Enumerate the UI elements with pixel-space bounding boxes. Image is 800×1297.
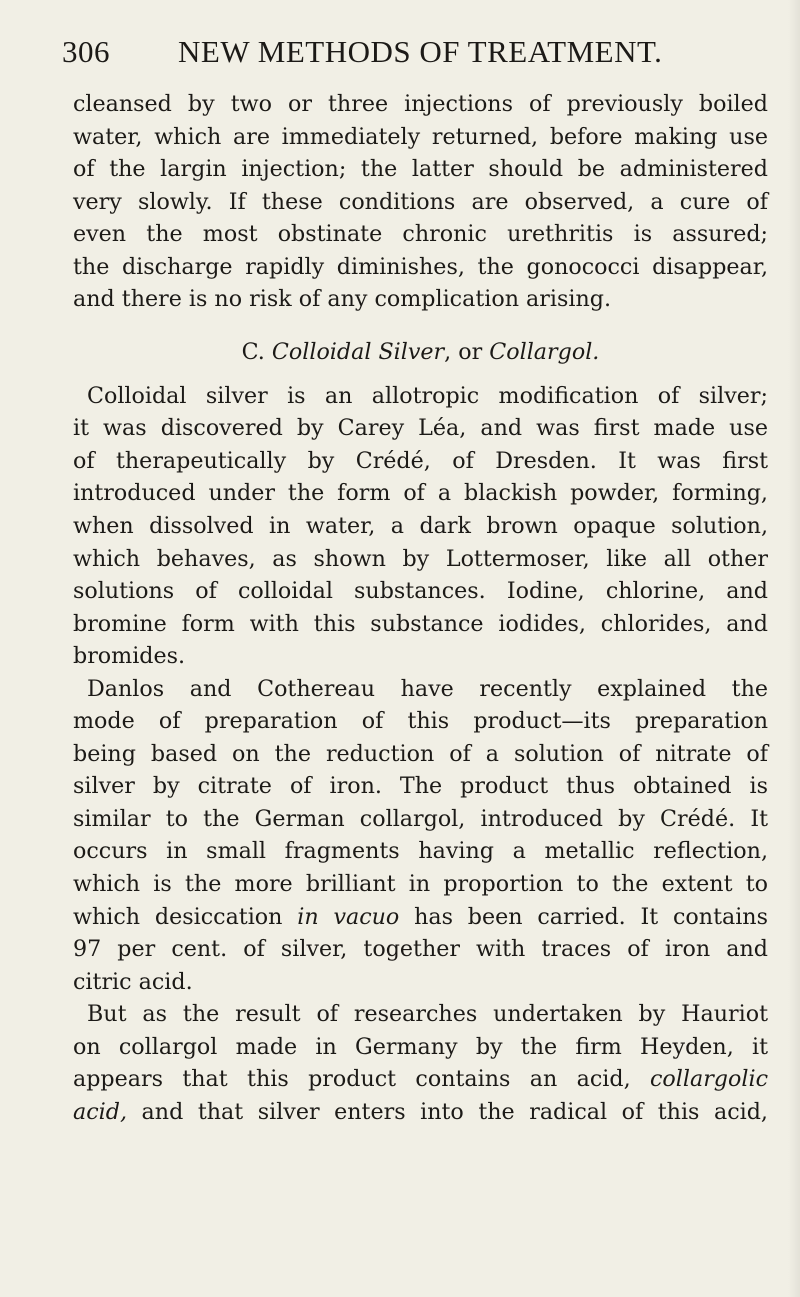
text-line — [73, 1063, 768, 1096]
text-line: which is the more brilliant in proportion to the extent to — [73, 871, 768, 898]
page-edge-shadow — [788, 0, 800, 1297]
text-line: very slowly. If these conditions are observed, a cure of — [73, 188, 768, 215]
italic-phrase: acid, — [73, 1098, 128, 1125]
section-title: Colloidal Silver — [271, 338, 445, 365]
text-line: of therapeutically by Crédé, of Dresden. It was first — [73, 447, 768, 474]
italic-phrase: collargolic — [650, 1066, 768, 1093]
text-line — [73, 1096, 768, 1129]
running-title: NEW METHODS OF TREATMENT. — [178, 34, 663, 69]
text-run: and that silver enters into the radical of this acid, — [127, 1098, 768, 1125]
text-line: silver by citrate of iron. The product thus obtained is — [73, 773, 768, 800]
running-header — [62, 34, 782, 78]
body-text — [73, 88, 768, 1128]
text-line: bromides. — [73, 643, 186, 670]
section-heading — [73, 316, 768, 380]
text-line: solutions of colloidal substances. Iodine, chlorine, and — [73, 578, 768, 605]
text-line: bromine form with this substance iodides, chlorides, and — [73, 610, 768, 637]
text-line: But as the result of researches undertaken by Hauriot — [87, 1001, 768, 1028]
text-run: has been carried. It contains — [399, 903, 768, 930]
text-line: of the largin injection; the latter should be administered — [73, 156, 768, 183]
text-line: being based on the reduction of a solution of nitrate of — [73, 740, 768, 767]
text-line: 97 per cent. of silver, together with traces of iron and — [73, 936, 768, 963]
text-line: Danlos and Cothereau have recently explained the — [87, 675, 768, 702]
text-line: it was discovered by Carey Léa, and was first made use — [73, 415, 768, 442]
italic-phrase: in vacuo — [297, 903, 400, 930]
text-line: introduced under the form of a blackish powder, forming, — [73, 480, 768, 507]
text-line: even the most obstinate chronic urethritis is assured; — [73, 221, 768, 248]
text-line: when dissolved in water, a dark brown opaque solution, — [73, 513, 768, 540]
text-line: water, which are immediately returned, before making use — [73, 123, 768, 150]
text-line — [73, 901, 768, 934]
section-alt-title: Collargol. — [489, 338, 600, 365]
page-number: 306 — [62, 34, 110, 69]
section-prefix: C. — [241, 338, 272, 365]
text-line: citric acid. — [73, 968, 193, 995]
text-run: appears that this product contains an acid, — [73, 1066, 650, 1093]
text-line: and there is no risk of any complication arising. — [73, 286, 611, 313]
text-line: cleansed by two or three injections of previously boiled — [73, 91, 768, 117]
text-line: Colloidal silver is an allotropic modification of silver; — [87, 382, 768, 409]
text-line: mode of preparation of this product—its preparation — [73, 708, 768, 735]
text-line: the discharge rapidly diminishes, the gonococci disappear, — [73, 253, 768, 280]
section-connector: , or — [444, 338, 490, 365]
text-line: occurs in small fragments having a metallic reflection, — [73, 838, 768, 865]
text-line: on collargol made in Germany by the firm Heyden, it — [73, 1033, 768, 1060]
text-line: which behaves, as shown by Lottermoser, like all other — [73, 545, 768, 572]
text-line: similar to the German collargol, introduced by Crédé. It — [73, 805, 768, 832]
text-run: which desiccation — [73, 903, 298, 930]
